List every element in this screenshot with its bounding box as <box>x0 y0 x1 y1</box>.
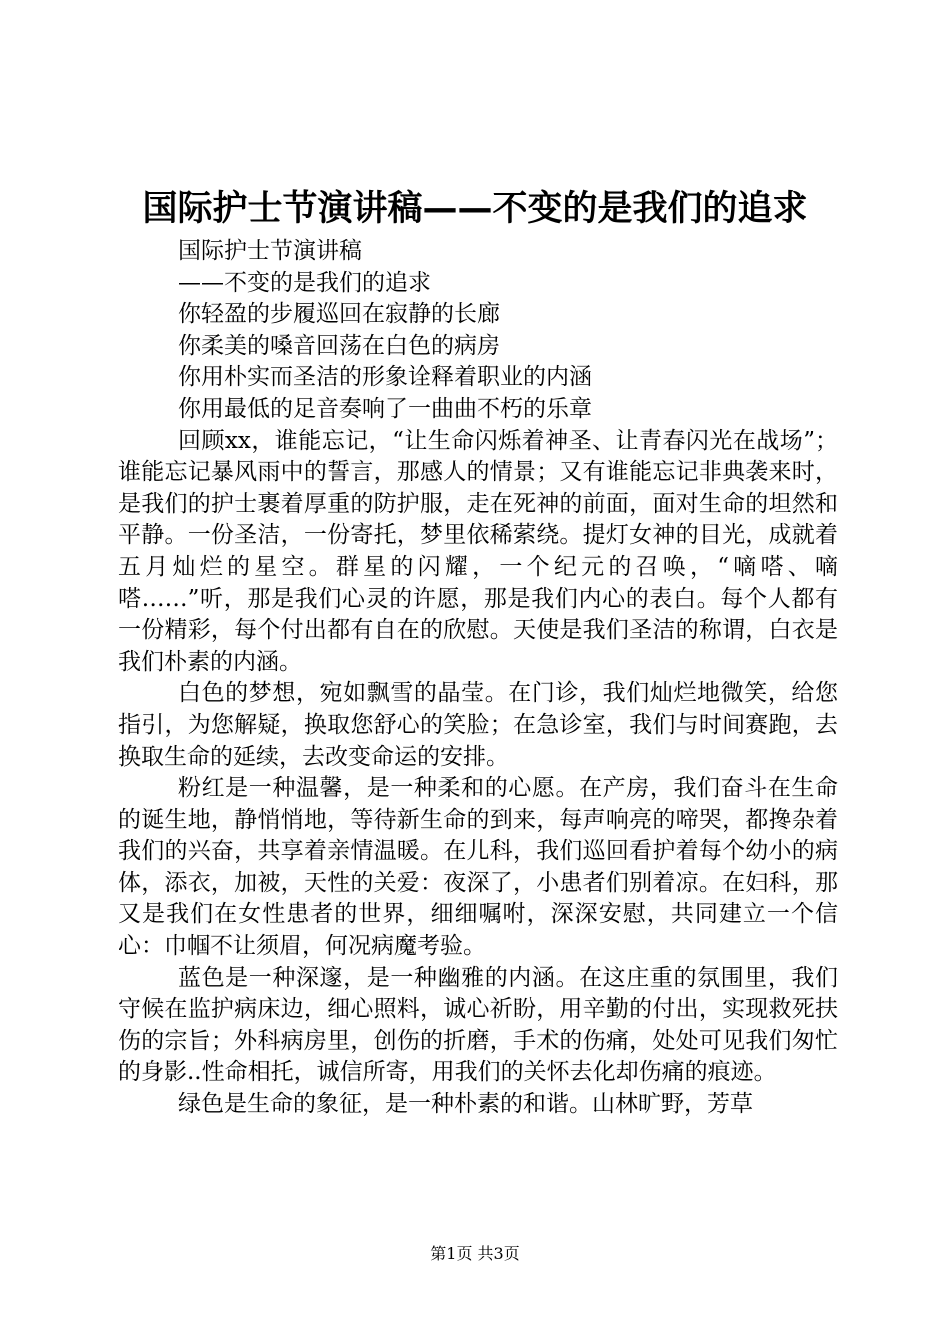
poem-line: 你轻盈的步履巡回在寂静的长廊 <box>178 301 500 328</box>
poem-line: 你用朴实而圣洁的形象诠释着职业的内涵 <box>178 364 592 391</box>
body-paragraph: 绿色是生命的象征，是一种朴素的和谐。山林旷野，芳草 <box>178 1091 753 1118</box>
poem-line: 你柔美的嗓音回荡在白色的病房 <box>178 332 500 359</box>
document-title: 国际护士节演讲稿——不变的是我们的追求 <box>142 189 808 229</box>
subtitle-line: ——不变的是我们的追求 <box>178 269 431 296</box>
body-paragraph: 白色的梦想，宛如飘雪的晶莹。在门诊，我们灿烂地微笑，给您指引，为您解疑，换取您舒心的笑脸；在急诊室，我们与时间赛跑，去换取生命的延续，去改变命运的安排。 <box>118 680 838 770</box>
poem-line: 你用最低的足音奏响了一曲曲不朽的乐章 <box>178 395 592 422</box>
body-paragraph: 回顾xx，谁能忘记，“让生命闪烁着神圣、让青春闪光在战场”；谁能忘记暴风雨中的誓言，那感人的情景；又有谁能忘记非典袭来时，是我们的护士裹着厚重的防护服，走在死神的前面，面对生命的坦然和平静。一份圣洁，一份寄托，梦里依稀萦绕。提灯女神的目光，成就着五月灿烂的星空。群星的闪耀，一个纪元的召唤，“嘀嗒、嘀嗒……”听，那是我们心灵的许愿，那是我们内心的表白。每个人都有一份精彩，每个付出都有自在的欣慰。天使是我们圣洁的称谓，白衣是我们朴素的内涵。 <box>118 427 838 675</box>
page-footer: 第1页 共3页 <box>430 1244 520 1263</box>
body-paragraph: 蓝色是一种深邃，是一种幽雅的内涵。在这庄重的氛围里，我们守候在监护病床边，细心照料，诚心祈盼，用辛勤的付出，实现救死扶伤的宗旨；外科病房里，创伤的折磨，手术的伤痛，处处可见我们匆忙的身影..性命相托，诚信所寄，用我们的关怀去化却伤痛的痕迹。 <box>118 964 838 1086</box>
subtitle-line: 国际护士节演讲稿 <box>178 238 362 264</box>
document-body <box>118 236 838 1121</box>
body-paragraph: 粉红是一种温馨，是一种柔和的心愿。在产房，我们奋斗在生命的诞生地，静悄悄地，等待新生命的到来，每声响亮的啼哭，都搀杂着我们的兴奋，共享着亲情温暖。在儿科，我们巡回看护着每个幼小的病体，添衣，加被，天性的关爱：夜深了，小患者们别着凉。在妇科，那又是我们在女性患者的世界，细细嘱咐，深深安慰，共同建立一个信心：巾帼不让须眉，何况病魔考验。 <box>118 775 838 960</box>
